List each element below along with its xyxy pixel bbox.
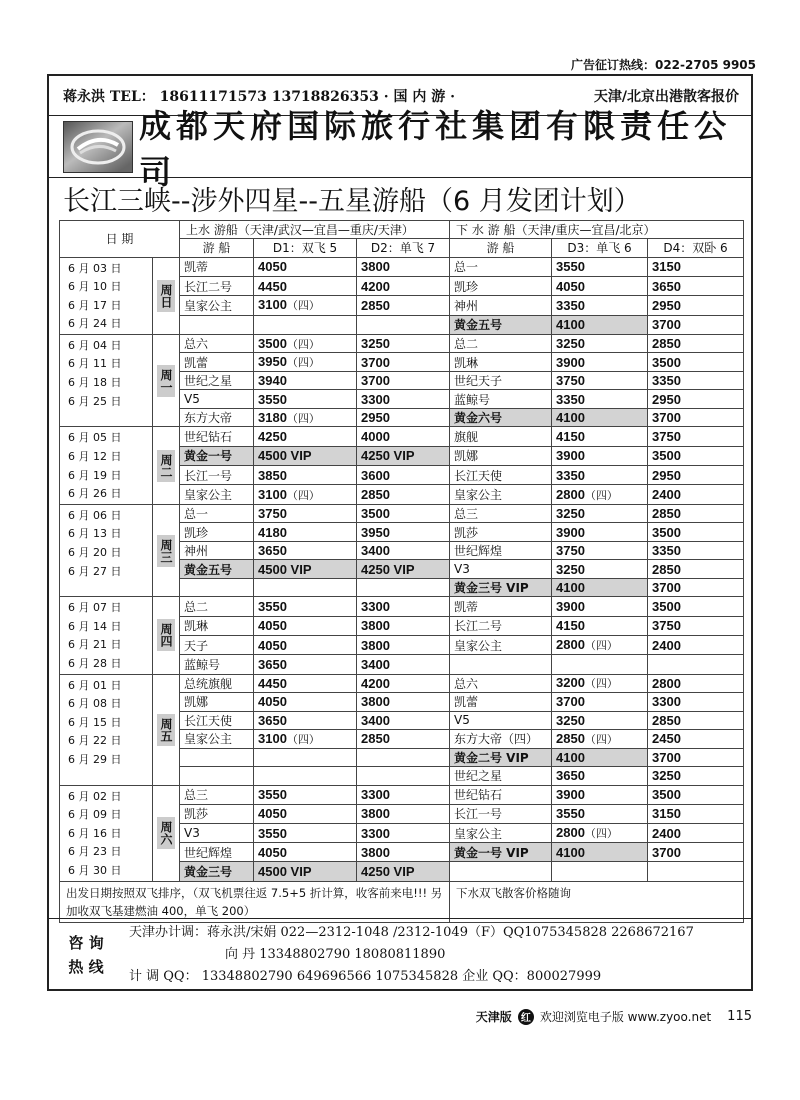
downstream-ship: 蓝鲸号 bbox=[450, 390, 552, 409]
price-cell: 3900 bbox=[552, 785, 648, 804]
upstream-ship: 神州 bbox=[180, 541, 254, 560]
weekday-label: 周二 bbox=[157, 450, 175, 482]
price-cell: 3800 bbox=[357, 843, 450, 862]
price-cell: 4100 bbox=[552, 843, 648, 862]
departure-date: 6 月 29 日 bbox=[68, 753, 122, 766]
price-cell bbox=[648, 655, 744, 674]
price-cell: 2950 bbox=[648, 296, 744, 315]
weekday-cell bbox=[153, 504, 180, 597]
price-cell: 2850 bbox=[648, 560, 744, 579]
table-row bbox=[60, 504, 744, 523]
consult-label bbox=[49, 919, 123, 991]
price-cell: 2850 bbox=[648, 334, 744, 353]
price-cell: 3500 bbox=[357, 504, 450, 523]
price-cell: 3800 bbox=[357, 616, 450, 635]
page-title: 长江三峡--涉外四星--五星游船（6 月发团计划） bbox=[63, 186, 641, 217]
upstream-ship: 凯莎 bbox=[180, 804, 254, 823]
price-cell: 4000 bbox=[357, 427, 450, 446]
weekday-label: 周三 bbox=[157, 535, 175, 567]
date-list bbox=[60, 334, 153, 427]
upstream-ship: 长江天使 bbox=[180, 711, 254, 730]
table-row bbox=[60, 674, 744, 693]
departure-date: 6 月 11 日 bbox=[68, 357, 122, 371]
price-cell: 3550 bbox=[552, 804, 648, 823]
downstream-ship: 皇家公主 bbox=[450, 824, 552, 843]
price-cell: 4150 bbox=[552, 427, 648, 446]
date-list bbox=[60, 427, 153, 504]
departure-date: 6 月 07 日 bbox=[68, 601, 122, 615]
downstream-ship: 总六 bbox=[450, 674, 552, 693]
d2-header: D2：单飞 7 bbox=[357, 239, 450, 258]
consult-line1: 天津办计调：蒋永洪/宋娟 022—2312-1048 /2312-1049（F）QQ1075345828 2268672167 bbox=[129, 925, 694, 940]
downstream-ship: 凯蕾 bbox=[450, 693, 552, 712]
price-cell: 3900 bbox=[552, 353, 648, 372]
hong-badge-icon: 红 bbox=[518, 1009, 534, 1025]
downstream-ship: 东方大帝（四） bbox=[450, 730, 552, 749]
price-cell: 4150 bbox=[552, 616, 648, 635]
price-cell: 4180 bbox=[254, 523, 357, 542]
price-cell: 2850 bbox=[357, 485, 450, 504]
price-cell: 3850 bbox=[254, 466, 357, 485]
downstream-ship: 凯蒂 bbox=[450, 597, 552, 616]
footer-text: 欢迎浏览电子版 www.zyoo.net bbox=[539, 1010, 712, 1024]
price-cell: 3550 bbox=[254, 390, 357, 409]
date-header: 日 期 bbox=[60, 221, 180, 258]
downstream-note: 下水双飞散客价格随询 bbox=[450, 881, 744, 922]
price-cell: 4050 bbox=[254, 693, 357, 712]
departure-date: 6 月 30 日 bbox=[68, 864, 122, 877]
price-cell: 3940 bbox=[254, 371, 357, 390]
price-cell: 4050 bbox=[254, 804, 357, 823]
price-cell: 3500 bbox=[648, 523, 744, 542]
price-cell bbox=[357, 767, 450, 786]
departure-date: 6 月 15 日 bbox=[68, 715, 122, 729]
date-list bbox=[60, 597, 153, 674]
price-cell: 4250 VIP bbox=[357, 560, 450, 579]
page-footer bbox=[476, 1008, 752, 1025]
downstream-ship: 总二 bbox=[450, 334, 552, 353]
price-cell bbox=[357, 578, 450, 597]
departure-date: 6 月 25 日 bbox=[68, 394, 122, 408]
upstream-header: 上水 游船（天津/武汉—宜昌—重庆/天津） bbox=[180, 221, 450, 239]
departure-date: 6 月 21 日 bbox=[68, 638, 122, 652]
upstream-ship: 世纪钻石 bbox=[180, 427, 254, 446]
downstream-ship: 世纪钻石 bbox=[450, 785, 552, 804]
downstream-ship bbox=[450, 862, 552, 881]
upstream-ship: 皇家公主 bbox=[180, 296, 254, 315]
price-cell: 3250 bbox=[552, 504, 648, 523]
price-cell: 4050 bbox=[552, 276, 648, 295]
ad-hotline: 广告征订热线：022-2705 9905 bbox=[570, 58, 756, 72]
upstream-ship: 东方大帝 bbox=[180, 408, 254, 427]
price-cell: 3100（四） bbox=[254, 485, 357, 504]
weekday-cell bbox=[153, 427, 180, 504]
price-cell bbox=[357, 748, 450, 767]
price-cell: 3750 bbox=[552, 541, 648, 560]
price-cell: 3700 bbox=[552, 693, 648, 712]
date-list bbox=[60, 504, 153, 597]
date-list bbox=[60, 674, 153, 785]
table-header-row bbox=[60, 221, 744, 239]
ship-header-down: 游 船 bbox=[450, 239, 552, 258]
price-cell: 3500（四） bbox=[254, 334, 357, 353]
price-cell: 3800 bbox=[357, 257, 450, 276]
price-cell: 3700 bbox=[357, 353, 450, 372]
price-cell: 2400 bbox=[648, 485, 744, 504]
weekday-cell bbox=[153, 334, 180, 427]
price-cell: 3500 bbox=[648, 597, 744, 616]
price-cell: 3100（四） bbox=[254, 730, 357, 749]
departure-date: 6 月 28 日 bbox=[68, 657, 122, 671]
price-cell: 3700 bbox=[648, 748, 744, 767]
downstream-ship: 凯珍 bbox=[450, 276, 552, 295]
departure-date: 6 月 05 日 bbox=[68, 431, 122, 445]
price-cell: 4250 bbox=[254, 427, 357, 446]
downstream-ship: 皇家公主 bbox=[450, 485, 552, 504]
price-cell: 3550 bbox=[254, 597, 357, 616]
price-cell: 3800 bbox=[357, 804, 450, 823]
departure-date: 6 月 10 日 bbox=[68, 280, 122, 294]
price-cell: 2850 bbox=[357, 296, 450, 315]
upstream-ship bbox=[180, 767, 254, 786]
departure-date: 6 月 26 日 bbox=[68, 487, 122, 501]
upstream-ship: 凯蒂 bbox=[180, 257, 254, 276]
price-cell: 3550 bbox=[254, 824, 357, 843]
upstream-ship: 黄金五号 bbox=[180, 560, 254, 579]
price-cell: 3300 bbox=[357, 824, 450, 843]
downstream-ship: 黄金一号 VIP bbox=[450, 843, 552, 862]
downstream-ship: 黄金六号 bbox=[450, 408, 552, 427]
departure-date: 6 月 03 日 bbox=[68, 261, 122, 275]
upstream-ship bbox=[180, 315, 254, 334]
price-cell: 2850 bbox=[357, 730, 450, 749]
downstream-ship: 凯娜 bbox=[450, 446, 552, 465]
price-cell: 2400 bbox=[648, 635, 744, 654]
downstream-ship: 世纪天子 bbox=[450, 371, 552, 390]
page-frame bbox=[47, 74, 753, 991]
departure-date: 6 月 04 日 bbox=[68, 338, 122, 352]
price-cell: 3750 bbox=[254, 504, 357, 523]
price-cell bbox=[254, 578, 357, 597]
consult-section bbox=[49, 918, 751, 991]
departure-date: 6 月 01 日 bbox=[68, 678, 122, 692]
price-cell: 4200 bbox=[357, 674, 450, 693]
notes-row bbox=[60, 881, 744, 922]
downstream-ship bbox=[450, 655, 552, 674]
page-number: 115 bbox=[727, 1009, 752, 1024]
weekday-label: 周日 bbox=[157, 280, 175, 312]
upstream-ship: 凯琳 bbox=[180, 616, 254, 635]
price-cell: 4200 bbox=[357, 276, 450, 295]
downstream-ship: 凯莎 bbox=[450, 523, 552, 542]
price-cell: 3100（四） bbox=[254, 296, 357, 315]
departure-date: 6 月 12 日 bbox=[68, 449, 122, 463]
price-cell: 3650 bbox=[648, 276, 744, 295]
price-cell: 3150 bbox=[648, 257, 744, 276]
consult-line2: 向 丹 13348802790 18080811890 bbox=[225, 947, 446, 962]
price-cell: 2850 bbox=[648, 711, 744, 730]
table-row bbox=[60, 257, 744, 276]
ship-header-up: 游 船 bbox=[180, 239, 254, 258]
upstream-ship: 凯蕾 bbox=[180, 353, 254, 372]
company-row bbox=[49, 106, 751, 191]
departure-date: 6 月 13 日 bbox=[68, 527, 122, 541]
upstream-ship: 皇家公主 bbox=[180, 485, 254, 504]
upstream-ship: 蓝鲸号 bbox=[180, 655, 254, 674]
weekday-label: 周五 bbox=[157, 714, 175, 746]
downstream-ship: 黄金二号 VIP bbox=[450, 748, 552, 767]
price-cell: 4450 bbox=[254, 674, 357, 693]
downstream-ship: 世纪辉煌 bbox=[450, 541, 552, 560]
price-cell: 4250 VIP bbox=[357, 446, 450, 465]
price-cell bbox=[254, 748, 357, 767]
upstream-ship: 长江二号 bbox=[180, 276, 254, 295]
weekday-label: 周一 bbox=[157, 365, 175, 397]
price-cell: 3300 bbox=[357, 785, 450, 804]
upstream-ship: 总一 bbox=[180, 504, 254, 523]
departure-date: 6 月 08 日 bbox=[68, 697, 122, 711]
downstream-ship: V5 bbox=[450, 711, 552, 730]
departure-date: 6 月 17 日 bbox=[68, 298, 122, 312]
departure-date: 6 月 19 日 bbox=[68, 468, 122, 482]
price-cell bbox=[648, 862, 744, 881]
price-cell: 4100 bbox=[552, 748, 648, 767]
date-list bbox=[60, 785, 153, 881]
price-cell: 3900 bbox=[552, 597, 648, 616]
downstream-ship: 长江一号 bbox=[450, 804, 552, 823]
price-cell: 2800 bbox=[648, 674, 744, 693]
downstream-ship: 长江天使 bbox=[450, 466, 552, 485]
departure-date: 6 月 14 日 bbox=[68, 619, 122, 633]
price-cell: 3350 bbox=[648, 371, 744, 390]
price-cell: 4500 VIP bbox=[254, 862, 357, 881]
price-cell: 3300 bbox=[357, 390, 450, 409]
price-cell: 2850（四） bbox=[552, 730, 648, 749]
price-cell: 2800（四） bbox=[552, 824, 648, 843]
price-cell bbox=[552, 655, 648, 674]
price-cell: 3700 bbox=[648, 843, 744, 862]
booking-note: 出发日期按照双飞排序，（双飞机票往返 7.5+5 折计算，收客前来电!!! 另加收双飞基建燃油 400，单飞 200） bbox=[60, 881, 450, 922]
price-cell: 3350 bbox=[648, 541, 744, 560]
downstream-ship: 黄金五号 bbox=[450, 315, 552, 334]
downstream-ship: 黄金三号 VIP bbox=[450, 578, 552, 597]
upstream-ship bbox=[180, 748, 254, 767]
price-cell: 3200（四） bbox=[552, 674, 648, 693]
upstream-ship: V3 bbox=[180, 824, 254, 843]
price-cell: 4100 bbox=[552, 315, 648, 334]
upstream-ship: 总六 bbox=[180, 334, 254, 353]
price-cell: 3750 bbox=[648, 427, 744, 446]
price-cell: 4100 bbox=[552, 408, 648, 427]
price-cell: 3700 bbox=[648, 315, 744, 334]
departure-date: 6 月 06 日 bbox=[68, 508, 122, 522]
d4-header: D4：双卧 6 bbox=[648, 239, 744, 258]
price-cell: 3400 bbox=[357, 541, 450, 560]
d1-header: D1：双飞 5 bbox=[254, 239, 357, 258]
price-cell: 3700 bbox=[357, 371, 450, 390]
price-cell: 3650 bbox=[254, 655, 357, 674]
upstream-ship: 世纪辉煌 bbox=[180, 843, 254, 862]
departure-date: 6 月 27 日 bbox=[68, 564, 122, 578]
upstream-ship: 天子 bbox=[180, 635, 254, 654]
price-cell: 3500 bbox=[648, 353, 744, 372]
price-cell: 3750 bbox=[648, 616, 744, 635]
upstream-ship: 黄金三号 bbox=[180, 862, 254, 881]
price-cell: 3350 bbox=[552, 296, 648, 315]
upstream-ship: 总三 bbox=[180, 785, 254, 804]
upstream-ship: 长江一号 bbox=[180, 466, 254, 485]
price-cell: 3180（四） bbox=[254, 408, 357, 427]
price-cell: 3300 bbox=[648, 693, 744, 712]
edition-label: 天津版 bbox=[475, 1010, 512, 1024]
price-cell: 3700 bbox=[648, 578, 744, 597]
departure-date: 6 月 02 日 bbox=[68, 789, 122, 803]
weekday-cell bbox=[153, 597, 180, 674]
price-cell: 3950（四） bbox=[254, 353, 357, 372]
table-row bbox=[60, 334, 744, 353]
price-cell: 4050 bbox=[254, 616, 357, 635]
price-cell bbox=[254, 315, 357, 334]
price-cell: 3500 bbox=[648, 785, 744, 804]
price-cell: 4250 VIP bbox=[357, 862, 450, 881]
price-cell: 3150 bbox=[648, 804, 744, 823]
downstream-ship: 总一 bbox=[450, 257, 552, 276]
price-cell: 4050 bbox=[254, 635, 357, 654]
downstream-ship: 世纪之星 bbox=[450, 767, 552, 786]
upstream-ship: 凯珍 bbox=[180, 523, 254, 542]
price-cell: 3350 bbox=[552, 390, 648, 409]
d3-header: D3：单飞 6 bbox=[552, 239, 648, 258]
downstream-ship: V3 bbox=[450, 560, 552, 579]
price-cell: 3700 bbox=[648, 408, 744, 427]
consult-label-line2: 热 线 bbox=[68, 958, 104, 976]
price-cell: 3650 bbox=[254, 541, 357, 560]
price-cell: 3900 bbox=[552, 523, 648, 542]
price-cell: 3550 bbox=[254, 785, 357, 804]
price-cell: 3750 bbox=[552, 371, 648, 390]
downstream-ship: 皇家公主 bbox=[450, 635, 552, 654]
upstream-ship: 黄金一号 bbox=[180, 446, 254, 465]
price-cell: 3650 bbox=[552, 767, 648, 786]
contact-info: 蒋永洪 TEL： 18611171573 13718826353 · 国 内 游 · bbox=[63, 88, 455, 105]
price-cell: 3250 bbox=[552, 334, 648, 353]
price-cell: 3900 bbox=[552, 446, 648, 465]
downstream-ship: 长江二号 bbox=[450, 616, 552, 635]
downstream-ship: 总三 bbox=[450, 504, 552, 523]
upstream-ship: 皇家公主 bbox=[180, 730, 254, 749]
weekday-label: 周四 bbox=[157, 619, 175, 651]
price-cell: 3400 bbox=[357, 711, 450, 730]
consult-body bbox=[123, 919, 751, 991]
upstream-ship: 凯娜 bbox=[180, 693, 254, 712]
upstream-ship: 总统旗舰 bbox=[180, 674, 254, 693]
upstream-ship: 世纪之星 bbox=[180, 371, 254, 390]
table-row bbox=[60, 785, 744, 804]
price-cell: 2400 bbox=[648, 824, 744, 843]
consult-line3: 计 调 QQ： 13348802790 649696566 1075345828 企业 QQ：800027999 bbox=[129, 969, 602, 984]
price-cell: 3250 bbox=[648, 767, 744, 786]
weekday-cell bbox=[153, 257, 180, 334]
date-list bbox=[60, 257, 153, 334]
price-cell: 3550 bbox=[552, 257, 648, 276]
departure-date: 6 月 20 日 bbox=[68, 545, 122, 559]
company-name: 成都天府国际旅行社集团有限责任公司 bbox=[139, 106, 732, 191]
price-cell: 2450 bbox=[648, 730, 744, 749]
price-cell bbox=[552, 862, 648, 881]
departure-date: 6 月 09 日 bbox=[68, 808, 122, 822]
departure-date: 6 月 22 日 bbox=[68, 734, 122, 748]
departure-date: 6 月 23 日 bbox=[68, 845, 122, 859]
price-cell: 3600 bbox=[357, 466, 450, 485]
price-cell bbox=[357, 315, 450, 334]
departure-date: 6 月 24 日 bbox=[68, 317, 122, 331]
price-cell: 2950 bbox=[648, 390, 744, 409]
price-cell: 4500 VIP bbox=[254, 446, 357, 465]
departure-date: 6 月 18 日 bbox=[68, 376, 122, 390]
price-cell: 3800 bbox=[357, 693, 450, 712]
price-cell bbox=[254, 767, 357, 786]
price-cell: 3800 bbox=[357, 635, 450, 654]
downstream-ship: 旗舰 bbox=[450, 427, 552, 446]
price-cell: 3500 bbox=[648, 446, 744, 465]
departure-info: 天津/北京出港散客报价 bbox=[593, 88, 739, 105]
price-cell: 2800（四） bbox=[552, 485, 648, 504]
company-logo-icon bbox=[63, 121, 133, 173]
consult-label-line1: 咨 询 bbox=[68, 934, 104, 952]
schedule-table bbox=[59, 220, 744, 923]
table-row bbox=[60, 427, 744, 446]
price-cell: 3300 bbox=[357, 597, 450, 616]
price-cell: 4500 VIP bbox=[254, 560, 357, 579]
price-cell: 2950 bbox=[648, 466, 744, 485]
price-cell: 4050 bbox=[254, 257, 357, 276]
upstream-ship: 总二 bbox=[180, 597, 254, 616]
price-cell: 2850 bbox=[648, 504, 744, 523]
price-cell: 3250 bbox=[552, 560, 648, 579]
weekday-cell bbox=[153, 785, 180, 881]
table-row bbox=[60, 597, 744, 616]
price-cell: 3250 bbox=[357, 334, 450, 353]
price-cell: 4100 bbox=[552, 578, 648, 597]
downstream-ship: 凯琳 bbox=[450, 353, 552, 372]
price-cell: 3650 bbox=[254, 711, 357, 730]
price-cell: 3400 bbox=[357, 655, 450, 674]
weekday-label: 周六 bbox=[157, 817, 175, 849]
price-cell: 3350 bbox=[552, 466, 648, 485]
upstream-ship bbox=[180, 578, 254, 597]
price-cell: 2800（四） bbox=[552, 635, 648, 654]
weekday-cell bbox=[153, 674, 180, 785]
downstream-ship: 神州 bbox=[450, 296, 552, 315]
price-cell: 2950 bbox=[357, 408, 450, 427]
price-cell: 4050 bbox=[254, 843, 357, 862]
price-cell: 3950 bbox=[357, 523, 450, 542]
upstream-ship: V5 bbox=[180, 390, 254, 409]
price-cell: 3250 bbox=[552, 711, 648, 730]
price-cell: 4450 bbox=[254, 276, 357, 295]
departure-date: 6 月 16 日 bbox=[68, 826, 122, 840]
downstream-header: 下 水 游 船（天津/重庆—宜昌/北京） bbox=[450, 221, 744, 239]
